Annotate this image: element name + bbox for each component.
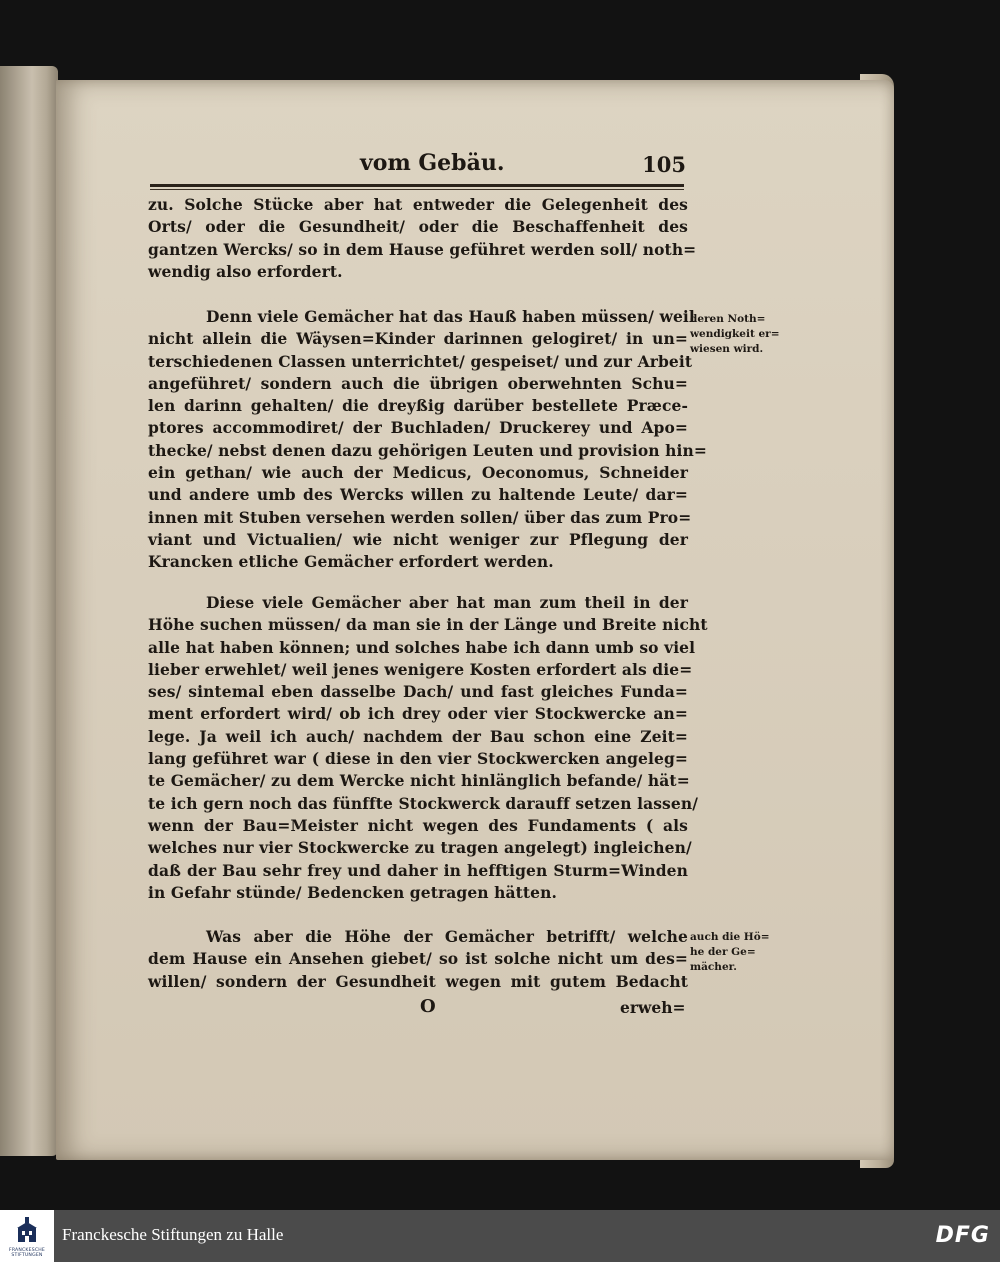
text-line: alle hat haben können; und solches habe ich dann umb so viel [148,637,696,657]
text-line: te Gemächer/ zu dem Wercke nicht hinlänglich befande/ hät= [148,771,690,791]
page-title: vom Gebäu. [360,150,505,176]
text-line: angeführet/ sondern auch die übrigen oberwehnten Schu= [148,373,688,393]
margin-note-line: auch die Hö= [690,931,770,943]
text-line: te ich gern noch das fünffte Stockwerck darauff setzen lassen/ [148,793,698,813]
text-line: nicht allein die Wäysen=Kinder darinnen gelogiret/ in un= [148,329,688,349]
paragraph-4 [148,926,688,993]
page-number: 105 [642,152,686,177]
text-line: lang geführet war ( diese in den vier Stockwercken angeleg= [148,749,688,769]
head-rule [150,184,684,187]
margin-note-line: deren Noth= [690,313,766,325]
text-line: welches nur vier Stockwercke zu tragen angelegt) ingleichen/ [148,838,692,858]
text-line: thecke/ nebst denen dazu gehörigen Leuten und provision hin= [148,440,707,460]
text-line: in Gefahr stünde/ Bedencken getragen hätten. [148,882,558,902]
paragraph-2 [148,306,707,574]
margin-note-line: wiesen wird. [690,343,764,355]
text-line: ptores accommodiret/ der Buchladen/ Druckerey und Apo= [148,418,688,438]
text-line: len darinn gehalten/ die dreyßig darüber bestellete Præce- [148,396,688,416]
margin-note-1 [690,312,800,357]
building-icon [14,1216,40,1246]
margin-note-line: wendigkeit er= [690,328,780,340]
running-head [150,150,688,182]
text-line: ment erfordert wird/ ob ich drey oder vier Stockwercke an= [148,704,688,724]
text-line: terschiedenen Classen unterrichtet/ gespeiset/ und zur Arbeit [148,351,693,371]
text-line: willen/ sondern der Gesundheit wegen mit gutem Bedacht [148,971,688,991]
text-line: ein gethan/ wie auch der Medicus, Oeconomus, Schneider [148,463,688,483]
text-line: dem Hause ein Ansehen giebet/ so ist solche nicht um des= [148,949,688,969]
dfg-logo[interactable]: DFG [935,1223,990,1248]
text-line: Krancken etliche Gemächer erfordert werden. [148,552,554,572]
text-line: lieber erwehlet/ weil jenes wenigere Kosten erfordert als die= [148,659,693,679]
left-page-edge [0,66,58,1156]
margin-note-2 [690,930,800,975]
institution-logo[interactable] [0,1210,54,1262]
text-line: Was aber die Höhe der Gemächer betrifft/ welche [206,927,688,946]
text-line: Diese viele Gemächer aber hat man zum theil in der [206,593,688,612]
signature-mark: O [420,996,436,1017]
text-line: viant und Victualien/ wie nicht weniger zur Pflegung der [148,529,688,549]
text-line: Höhe suchen müssen/ da man sie in der Länge und Breite nicht [148,615,708,635]
catchword: erweh= [620,998,686,1017]
margin-note-line: mächer. [690,961,737,973]
text-line: daß der Bau sehr frey und daher in hefftigen Sturm=Winden [148,860,688,880]
text-line: Orts/ oder die Gesundheit/ oder die Beschaffenheit des [148,217,688,237]
text-line: lege. Ja weil ich auch/ nachdem der Bau schon eine Zeit= [148,726,688,746]
footer-bar [0,1210,1000,1262]
text-line: wendig also erfordert. [148,261,343,281]
paragraph-3 [148,592,708,904]
text-line: wenn der Bau=Meister nicht wegen des Fundaments ( als [148,815,688,835]
text-line: und andere umb des Wercks willen zu haltende Leute/ dar= [148,485,688,505]
text-line: zu. Solche Stücke aber hat entweder die Gelegenheit des [148,195,688,214]
text-line: innen mit Stuben versehen werden sollen/ über das zum Pro= [148,507,692,527]
head-rule-thin [150,189,684,190]
logo-caption: FRANCKESCHE STIFTUNGEN [8,1248,46,1258]
margin-note-line: he der Ge= [690,946,756,958]
text-line: Denn viele Gemächer hat das Hauß haben müssen/ weil [206,307,695,326]
institution-name: Franckesche Stiftungen zu Halle [62,1225,284,1244]
text-line: gantzen Wercks/ so in dem Hause geführet werden soll/ noth= [148,239,697,259]
text-line: ses/ sintemal eben dasselbe Dach/ und fast gleiches Funda= [148,682,688,702]
paragraph-1 [148,194,697,283]
